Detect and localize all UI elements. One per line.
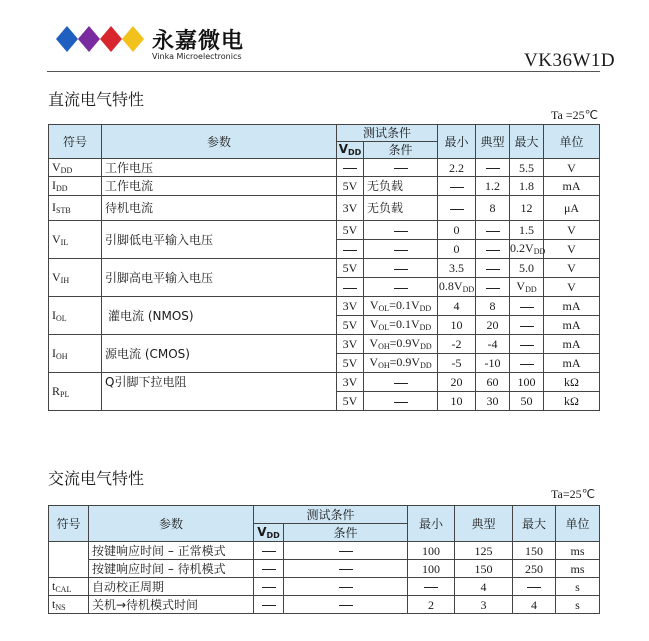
dc-characteristics-table (48, 124, 600, 411)
dc-header-min: 最小 (438, 125, 476, 159)
table-row: 5V $V_{OH}=0.9V_{DD}$ -5 -10 mA (49, 354, 600, 373)
dc-header-symbol: 符号 (49, 125, 102, 159)
dc-header-vdd: $V_{DD}$ (337, 142, 364, 159)
table-row: 按键响应时间 – 正常模式 100 125 150 ms (49, 542, 600, 560)
ac-header-cond: 测试条件 (254, 506, 408, 524)
table-row: $R_{PL}$ Q引脚下拉电阻 3V 20 60 100 kΩ (49, 373, 600, 392)
table-row: 按键响应时间 – 待机模式 100 150 250 ms (49, 560, 600, 578)
dc-ta-label: Ta =25℃ (551, 108, 599, 122)
ac-header-symbol: 符号 (49, 506, 89, 542)
table-row: 0 $0.2V_{DD}$ V (49, 240, 600, 259)
table-row: $0.8V_{DD}$ $V_{DD}$ V (49, 278, 600, 297)
ac-header-cond2: 条件 (284, 524, 408, 542)
ac-ta-label: Ta=25℃ (551, 487, 596, 501)
dc-section-title: 直流电气特性 (48, 90, 145, 109)
ac-header-unit: 单位 (556, 506, 600, 542)
ac-characteristics-table (48, 505, 600, 614)
table-row: $I_{STB}$ 待机电流 3V 无负载 8 12 μA (49, 196, 600, 221)
logo-diamonds-icon (55, 24, 147, 54)
ac-header-typ: 典型 (455, 506, 513, 542)
ac-header-param: 参数 (89, 506, 254, 542)
table-row: $t_{CAL}$ 自动校正周期 4 s (49, 578, 600, 596)
dc-header-unit: 单位 (544, 125, 600, 159)
table-row: $V_{DD}$ 工作电压 2.2 5.5 V (49, 159, 600, 177)
dc-header-param: 参数 (102, 125, 337, 159)
table-row: $V_{IL}$ 引脚低电平输入电压 5V 0 1.5 V (49, 221, 600, 240)
brand-name-cn: 永嘉微电 (152, 29, 245, 54)
ac-header-min: 最小 (408, 506, 455, 542)
table-row: $V_{IH}$ 引脚高电平输入电压 5V 3.5 5.0 V (49, 259, 600, 278)
table-row: $I_{OL}$ 灌电流 (NMOS) 3V $V_{OL}=0.1V_{DD}$ 4 8 mA (49, 297, 600, 316)
table-row: $I_{OH}$ 源电流 (CMOS) 3V $V_{OH}=0.9V_{DD}$ -2 -4 mA (49, 335, 600, 354)
dc-header-max: 最大 (510, 125, 544, 159)
chip-name: VK36W1D (524, 50, 616, 71)
brand-name-en: Vinka Microelectronics (152, 52, 242, 61)
dc-header-cond2: 条件 (364, 142, 438, 159)
table-row: 5V 10 30 50 kΩ (49, 392, 600, 411)
table-row: 5V $V_{OL}=0.1V_{DD}$ 10 20 mA (49, 316, 600, 335)
ac-section-title: 交流电气特性 (48, 469, 145, 488)
logo (55, 24, 147, 54)
table-row: $I_{DD}$ 工作电流 5V 无负载 1.2 1.8 mA (49, 177, 600, 196)
header-divider (47, 71, 600, 72)
dc-header-typ: 典型 (476, 125, 510, 159)
dc-header-cond: 测试条件 (337, 125, 438, 142)
ac-header-max: 最大 (513, 506, 556, 542)
ac-header-vdd: $V_{DD}$ (254, 524, 284, 542)
table-row: $t_{NS}$ 关机→待机模式时间 2 3 4 s (49, 596, 600, 614)
